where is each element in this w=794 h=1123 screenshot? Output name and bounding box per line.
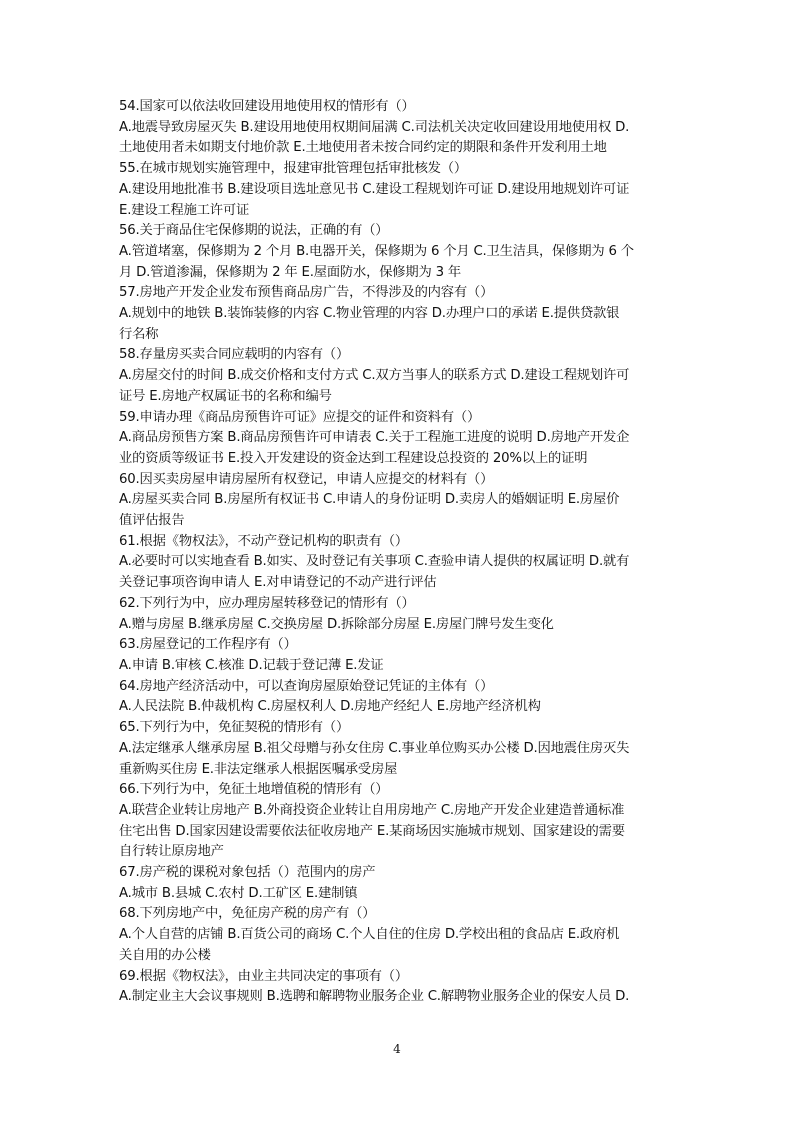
- text-line: 关登记事项咨询申请人 E.对申请登记的不动产进行评估: [119, 575, 437, 591]
- text-line: A.商品房预售方案 B.商品房预售许可申请表 C.关于工程施工进度的说明 D.房地产开发企: [119, 430, 630, 446]
- text-line: 重新购买住房 E.非法定继承人根据医嘱承受房屋: [119, 761, 398, 777]
- text-line: E.建设工程施工许可证: [119, 202, 250, 218]
- document-body: [119, 97, 677, 1008]
- text-line: 57.房地产开发企业发布预售商品房广告，不得涉及的内容有（）: [119, 285, 494, 301]
- text-line: A.赠与房屋 B.继承房屋 C.交换房屋 D.拆除部分房屋 E.房屋门牌号发生变化: [119, 616, 554, 632]
- text-line: 61.根据《物权法》，不动产登记机构的职责有（）: [119, 533, 408, 549]
- text-line: 69.根据《物权法》，由业主共同决定的事项有（）: [119, 968, 408, 984]
- text-line: 65.下列行为中，免征契税的情形有（）: [119, 720, 350, 736]
- text-line: 关自用的办公楼: [119, 947, 211, 963]
- text-line: A.联营企业转让房地产 B.外商投资企业转让自用房地产 C.房地产开发企业建造普通标准: [119, 802, 625, 818]
- text-line: A.人民法院 B.仲裁机构 C.房屋权利人 D.房地产经纪人 E.房地产经济机构: [119, 699, 541, 715]
- text-line: 60.因买卖房屋申请房屋所有权登记，申请人应提交的材料有（）: [119, 471, 494, 487]
- text-line: 63.房屋登记的工作程序有（）: [119, 637, 297, 653]
- text-line: 业的资质等级证书 E.投入开发建设的资金达到工程建设总投资的 20%以上的证明: [119, 450, 588, 466]
- text-line: A.制定业主大会议事规则 B.选聘和解聘物业服务企业 C.解聘物业服务企业的保安人员 D.: [119, 989, 630, 1005]
- text-line: 67.房产税的课税对象包括（）范围内的房产: [119, 865, 376, 881]
- text-line: A.法定继承人继承房屋 B.祖父母赠与孙女住房 C.事业单位购买办公楼 D.因地震住房灭失: [119, 740, 630, 756]
- text-line: 58.存量房买卖合同应载明的内容有（）: [119, 347, 350, 363]
- text-line: 证号 E.房地产权属证书的名称和编号: [119, 388, 332, 404]
- text-line: A.个人自营的店铺 B.百货公司的商场 C.个人自住的住房 D.学校出租的食品店 E.政府机: [119, 927, 620, 943]
- text-line: 值评估报告: [119, 513, 185, 529]
- text-line: 自行转让原房地产: [119, 844, 224, 860]
- text-line: 62.下列行为中，应办理房屋转移登记的情形有（）: [119, 595, 415, 611]
- text-line: A.规划中的地铁 B.装饰装修的内容 C.物业管理的内容 D.办理户口的承诺 E.提供贷款银: [119, 306, 620, 322]
- text-line: A.房屋交付的时间 B.成交价格和支付方式 C.双方当事人的联系方式 D.建设工程规划许可: [119, 368, 630, 384]
- text-line: 月 D.管道渗漏，保修期为 2 年 E.屋面防水，保修期为 3 年: [119, 264, 462, 280]
- page-number: 4: [393, 1042, 401, 1056]
- text-line: 55.在城市规划实施管理中，报建审批管理包括审批核发（）: [119, 161, 467, 177]
- text-line: 56.关于商品住宅保修期的说法，正确的有（）: [119, 223, 389, 239]
- text-line: A.地震导致房屋灭失 B.建设用地使用权期间届满 C.司法机关决定收回建设用地使用权 D.: [119, 119, 630, 135]
- text-line: 59.申请办理《商品房预售许可证》应提交的证件和资料有（）: [119, 409, 481, 425]
- text-line: A.管道堵塞，保修期为 2 个月 B.电器开关，保修期为 6 个月 C.卫生洁具，保修期为 6 个: [119, 243, 634, 259]
- text-line: A.城市 B.县城 C.农村 D.工矿区 E.建制镇: [119, 885, 358, 901]
- text-line: A.必要时可以实地查看 B.如实、及时登记有关事项 C.查验申请人提供的权属证明 D.就有: [119, 554, 630, 570]
- text-line: 54.国家可以依法收回建设用地使用权的情形有（）: [119, 99, 415, 114]
- text-line: 68.下列房地产中，免征房产税的房产有（）: [119, 906, 376, 922]
- text-line: A.建设用地批准书 B.建设项目选址意见书 C.建设工程规划许可证 D.建设用地规划许可证: [119, 181, 630, 197]
- text-line: 住宅出售 D.国家因建设需要依法征收房地产 E.某商场因实施城市规划、国家建设的需要: [119, 823, 625, 839]
- text-line: 66.下列行为中，免征土地增值税的情形有（）: [119, 782, 389, 798]
- text-line: A.申请 B.审核 C.核准 D.记载于登记薄 E.发证: [119, 657, 384, 673]
- text-line: 土地使用者未如期支付地价款 E.土地使用者未按合同约定的期限和条件开发利用土地: [119, 140, 607, 156]
- text-line: 行名称: [119, 326, 159, 342]
- text-line: A.房屋买卖合同 B.房屋所有权证书 C.申请人的身份证明 D.卖房人的婚姻证明 E.房屋价: [119, 492, 620, 508]
- text-line: 64.房地产经济活动中，可以查询房屋原始登记凭证的主体有（）: [119, 678, 494, 694]
